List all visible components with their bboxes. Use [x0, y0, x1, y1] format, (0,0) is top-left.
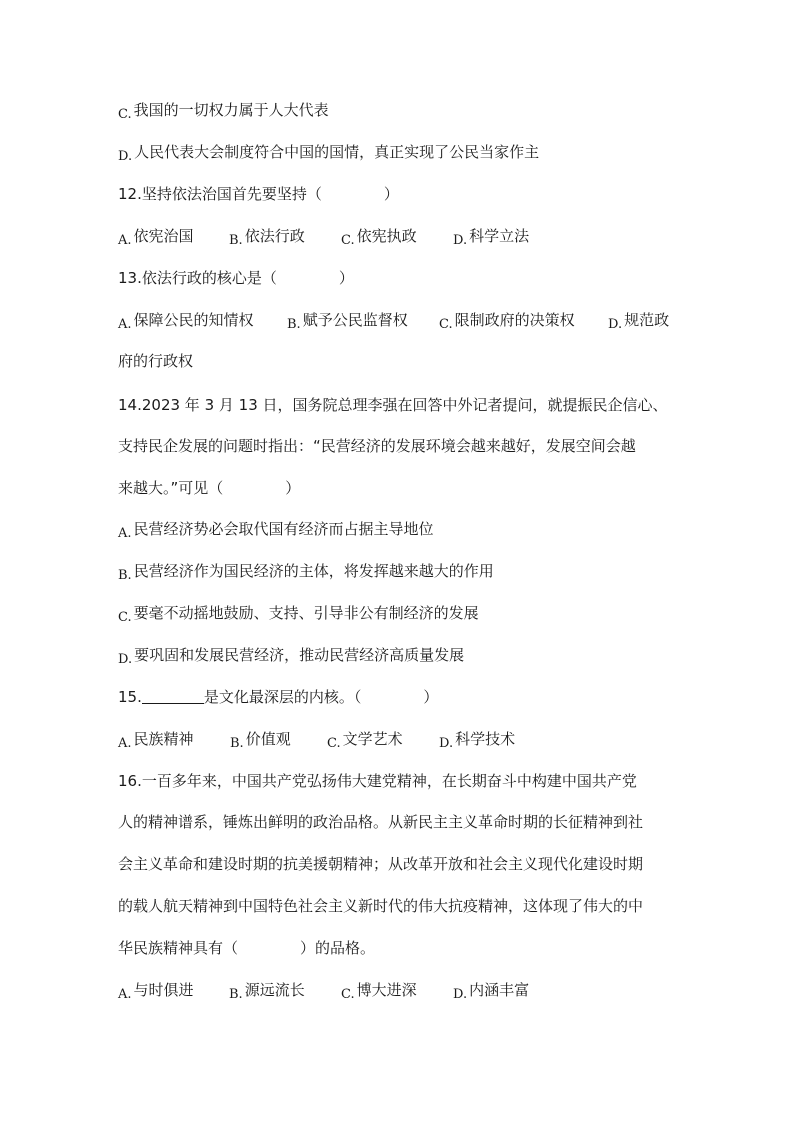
q15-option-b: B. 价值观 — [230, 730, 291, 751]
q13-option-a: A. 保障公民的知情权 — [118, 311, 254, 332]
q14-option-a: A. 民营经济势必会取代国有经济而占据主导地位 — [118, 520, 434, 541]
q14-stem-line3: 来越大。”可见（ ） — [118, 479, 301, 497]
q12-option-b: B. 依法行政 — [229, 227, 305, 248]
q11-option-c: C. 我国的一切权力属于人大代表 — [118, 101, 329, 122]
q13-option-c: C. 限制政府的决策权 — [439, 311, 575, 332]
q13-option-b: B. 赋予公民监督权 — [287, 311, 408, 332]
q16-stem-line1: 16.一百多年来，中国共产党弘扬伟大建党精神，在长期奋斗中构建中国共产党 — [118, 772, 637, 790]
q16-stem-line4: 的载人航天精神到中国特色社会主义新时代的伟大抗疫精神，这体现了伟大的中 — [118, 897, 644, 915]
q16-option-a: A. 与时俱进 — [118, 981, 194, 1002]
q16-stem-line3: 会主义革命和建设时期的抗美援朝精神；从改革开放和社会主义现代化建设时期 — [118, 855, 644, 873]
q12-option-d: D. 科学立法 — [453, 227, 530, 248]
q15-stem: 15. 是文化最深层的内核。（ ） — [118, 688, 439, 706]
q12-stem: 12.坚持依法治国首先要坚持（ ） — [118, 185, 399, 203]
q13-stem: 13.依法行政的核心是（ ） — [118, 269, 354, 287]
q12-option-c: C. 依宪执政 — [341, 227, 417, 248]
q13-option-d-wrap: 府的行政权 — [118, 352, 194, 370]
q13-option-d: D. 规范政 — [608, 311, 670, 332]
q15-option-a: A. 民族精神 — [118, 730, 194, 751]
q15-option-d: D. 科学技术 — [439, 730, 516, 751]
q12-option-a: A. 依宪治国 — [118, 227, 194, 248]
q14-option-d: D. 要巩固和发展民营经济，推动民营经济高质量发展 — [118, 646, 465, 667]
q14-option-b: B. 民营经济作为国民经济的主体，将发挥越来越大的作用 — [118, 562, 494, 583]
q16-stem-line2: 人的精神谱系，锤炼出鲜明的政治品格。从新民主主义革命时期的长征精神到社 — [118, 813, 644, 831]
q14-stem-line2: 支持民企发展的问题时指出：“民营经济的发展环境会越来越好，发展空间会越 — [118, 437, 636, 455]
q15-answer-blank — [142, 689, 204, 704]
q16-option-b: B. 源远流长 — [229, 981, 305, 1002]
q16-stem-line5: 华民族精神具有（ ）的品格。 — [118, 939, 376, 957]
q11-option-d: D. 人民代表大会制度符合中国的国情，真正实现了公民当家作主 — [118, 143, 540, 164]
q14-stem-line1: 14.2023 年 3 月 13 日，国务院总理李强在回答中外记者提问，就提振民企信心、 — [118, 396, 668, 414]
q14-option-c: C. 要毫不动摇地鼓励、支持、引导非公有制经济的发展 — [118, 604, 479, 625]
q16-option-c: C. 博大进深 — [341, 981, 417, 1002]
q16-option-d: D. 内涵丰富 — [453, 981, 530, 1002]
q15-option-c: C. 文学艺术 — [327, 730, 403, 751]
